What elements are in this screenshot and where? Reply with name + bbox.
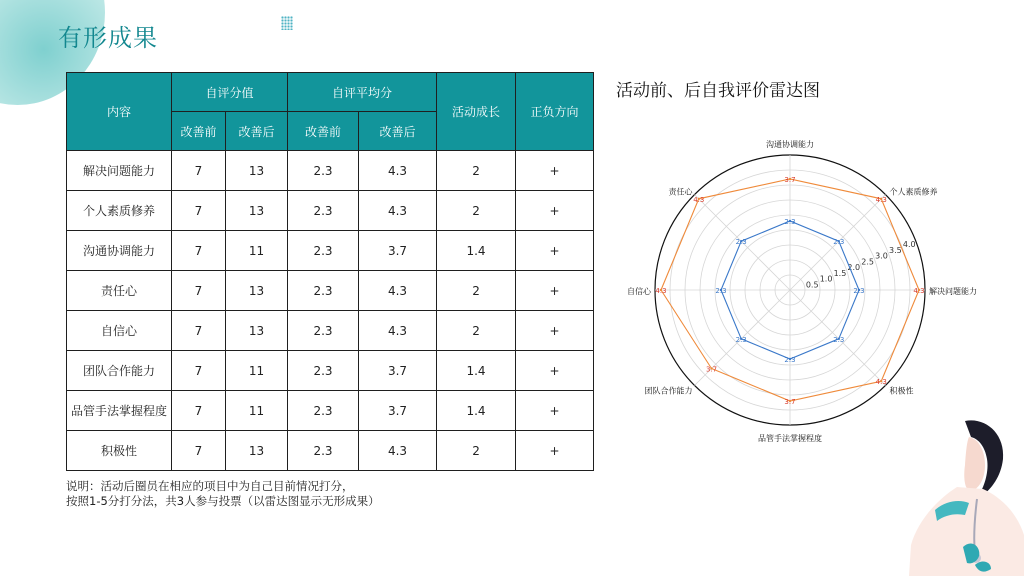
header-growth: 活动成长 [437, 73, 516, 151]
radar-data-label: 3.7 [784, 398, 796, 406]
radar-category-label: 积极性 [889, 386, 914, 396]
cell-direction: + [516, 231, 594, 271]
cell-score-before: 7 [172, 391, 226, 431]
explanation-note [66, 479, 380, 509]
radar-data-label: 2.3 [715, 287, 727, 295]
cell-direction: + [516, 271, 594, 311]
cell-avg-before: 2.3 [288, 151, 359, 191]
header-content: 内容 [67, 73, 172, 151]
cell-direction: + [516, 151, 594, 191]
cell-item: 团队合作能力 [67, 351, 172, 391]
cell-score-before: 7 [172, 351, 226, 391]
cell-avg-after: 4.3 [359, 431, 437, 471]
cell-item: 个人素质修养 [67, 191, 172, 231]
table-body [67, 151, 594, 471]
cell-growth: 2 [437, 431, 516, 471]
radar-category-label: 沟通协调能力 [766, 140, 814, 149]
cell-avg-after: 4.3 [359, 151, 437, 191]
cell-avg-before: 2.3 [288, 191, 359, 231]
radar-tick-label: 3.5 [889, 245, 902, 255]
radar-data-label: 4.3 [875, 378, 887, 387]
radar-tick-label: 3.0 [875, 251, 888, 261]
radar-category-label: 自信心 [627, 287, 651, 296]
cell-score-before: 7 [172, 231, 226, 271]
header-avg-before: 改善前 [288, 112, 359, 151]
cell-avg-before: 2.3 [288, 231, 359, 271]
table-row [67, 191, 594, 231]
radar-data-label: 2.3 [735, 238, 747, 247]
cell-item: 积极性 [67, 431, 172, 471]
header-score-before: 改善前 [172, 112, 226, 151]
results-table [66, 72, 594, 471]
radar-chart [620, 125, 977, 455]
cell-direction: + [516, 431, 594, 471]
radar-tick-label: 2.5 [861, 257, 875, 267]
cell-growth: 1.4 [437, 391, 516, 431]
cell-growth: 2 [437, 311, 516, 351]
cell-score-before: 7 [172, 151, 226, 191]
cell-score-before: 7 [172, 191, 226, 231]
cell-growth: 2 [437, 191, 516, 231]
cell-avg-after: 4.3 [359, 191, 437, 231]
radar-data-label: 2.3 [784, 218, 796, 226]
radar-category-label: 团队合作能力 [644, 386, 693, 396]
radar-tick-label: 1.5 [833, 268, 847, 278]
table-row [67, 151, 594, 191]
cell-avg-after: 3.7 [359, 391, 437, 431]
radar-tick-label: 4.0 [902, 240, 916, 250]
nurse-illustration [905, 415, 1024, 576]
cell-item: 责任心 [67, 271, 172, 311]
header-score-after: 改善后 [226, 112, 288, 151]
cell-avg-before: 2.3 [288, 351, 359, 391]
radar-data-label: 4.3 [913, 287, 925, 295]
cell-avg-after: 4.3 [359, 311, 437, 351]
table-row [67, 391, 594, 431]
header-self-average: 自评平均分 [288, 73, 437, 112]
cell-avg-before: 2.3 [288, 431, 359, 471]
table-row [67, 431, 594, 471]
radar-category-label: 品管手法掌握程度 [758, 434, 822, 443]
cell-score-after: 13 [226, 431, 288, 471]
radar-data-label: 2.3 [833, 335, 845, 344]
header-self-score: 自评分值 [172, 73, 288, 112]
cell-avg-after: 3.7 [359, 351, 437, 391]
table-row [67, 351, 594, 391]
cell-score-before: 7 [172, 271, 226, 311]
cell-score-after: 13 [226, 151, 288, 191]
table-row [67, 231, 594, 271]
slide-title: 有形成果 [58, 24, 158, 52]
cell-score-after: 13 [226, 311, 288, 351]
cell-score-before: 7 [172, 311, 226, 351]
table-row [67, 271, 594, 311]
cell-item: 解决问题能力 [67, 151, 172, 191]
cell-direction: + [516, 351, 594, 391]
radar-data-label: 2.3 [833, 238, 845, 247]
cell-item: 品管手法掌握程度 [67, 391, 172, 431]
cell-direction: + [516, 391, 594, 431]
cell-score-after: 13 [226, 271, 288, 311]
cell-direction: + [516, 191, 594, 231]
cell-avg-after: 3.7 [359, 231, 437, 271]
radar-data-label: 4.3 [693, 195, 705, 204]
radar-data-label: 2.3 [784, 356, 796, 364]
radar-data-label: 4.3 [875, 195, 887, 204]
radar-data-label: 3.7 [784, 176, 796, 184]
header-avg-after: 改善后 [359, 112, 437, 151]
radar-tick-label: 2.0 [847, 263, 861, 273]
table-row [67, 311, 594, 351]
cell-direction: + [516, 311, 594, 351]
radar-category-label: 解决问题能力 [929, 287, 977, 296]
cell-avg-before: 2.3 [288, 391, 359, 431]
radar-tick-label: 0.5 [805, 280, 819, 290]
cell-growth: 1.4 [437, 231, 516, 271]
radar-data-label: 3.7 [705, 365, 718, 374]
radar-data-label: 2.3 [853, 287, 865, 295]
chart-title: 活动前、后自我评价雷达图 [616, 81, 820, 101]
cell-growth: 2 [437, 271, 516, 311]
cell-score-after: 11 [226, 351, 288, 391]
cell-score-after: 11 [226, 391, 288, 431]
cell-item: 自信心 [67, 311, 172, 351]
cell-score-after: 13 [226, 191, 288, 231]
cell-avg-before: 2.3 [288, 271, 359, 311]
cell-score-after: 11 [226, 231, 288, 271]
radar-data-label: 2.3 [735, 335, 747, 344]
radar-category-label: 责任心 [668, 187, 693, 197]
radar-data-label: 4.3 [655, 287, 667, 295]
cell-growth: 2 [437, 151, 516, 191]
note-line-2: 按照1-5分打分法，共3人参与投票（以雷达图显示无形成果） [66, 494, 380, 508]
cell-avg-before: 2.3 [288, 311, 359, 351]
cell-avg-after: 4.3 [359, 271, 437, 311]
note-line-1: 说明：活动后圈员在相应的项目中为自己目前情况打分， [66, 479, 354, 493]
cell-score-before: 7 [172, 431, 226, 471]
cell-item: 沟通协调能力 [67, 231, 172, 271]
cell-growth: 1.4 [437, 351, 516, 391]
radar-tick-label: 1.0 [819, 274, 833, 284]
radar-category-label: 个人素质修养 [889, 187, 938, 197]
dot-pattern-decoration [281, 16, 293, 30]
header-direction: 正负方向 [516, 73, 594, 151]
